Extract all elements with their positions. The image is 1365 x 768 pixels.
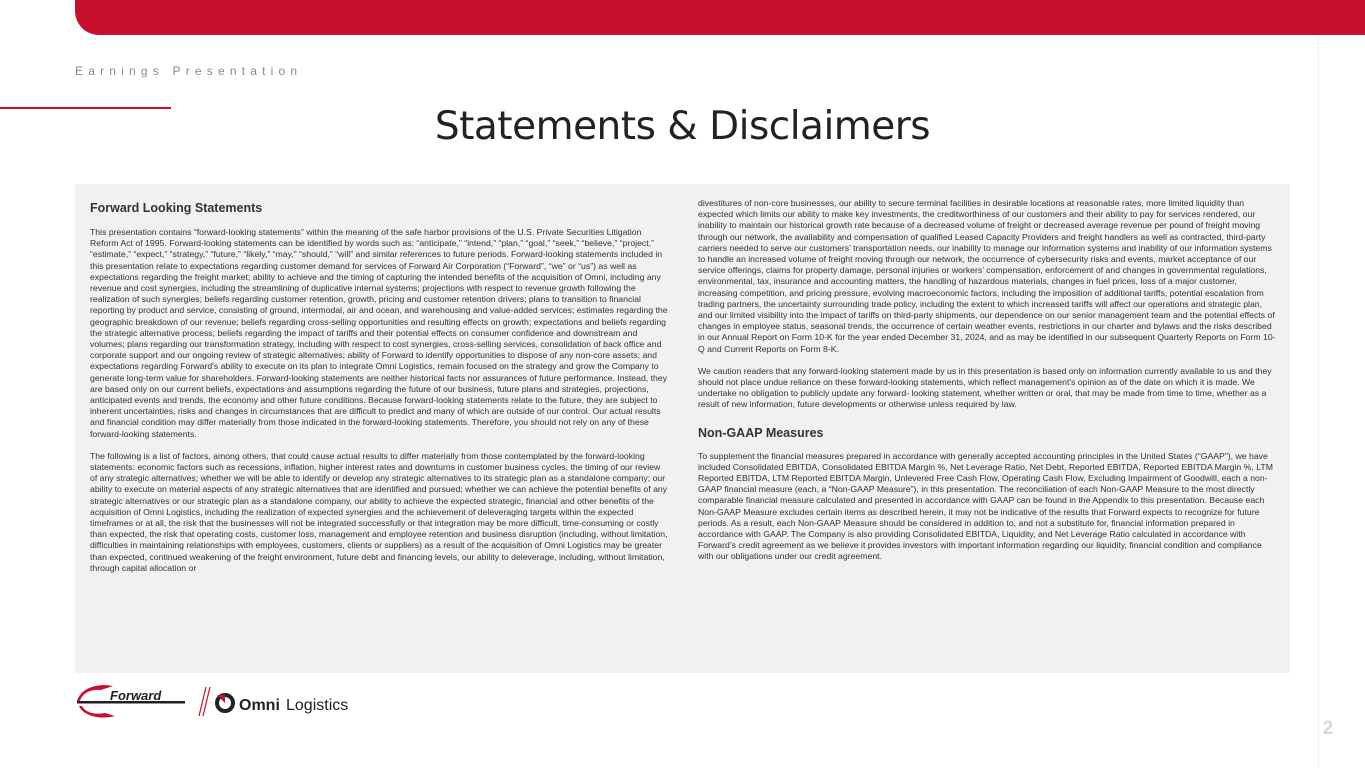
paragraph: The following is a list of factors, among others, that could cause actual results to differ materially from those contemplated by the forward-looking statements: economic factors such as recessions, inflation, higher interest rates and downturns in customer business cycles, the timing of our review of any strategic alternatives; whether we will be able to identify or develop any strategic alternatives to its strategic plan as a standalone company; our ability to execute on material aspects of any strategic alternatives that are identified and pursued; whether we can achieve the potential benefits of any strategic alternatives or our strategic plan as a standalone company, our ability to achieve the expected strategic, financial and other benefits of the acquisition of Omni Logistics, including the realization of expected synergies and the achievement of deleveraging targets within the expected timeframes or at all, the risk that the businesses will not be integrated successfully or that integration may be more difficult, time-consuming or costly than expected, the risk that operating costs, customer loss, management and employee retention and business disruption (including, without limitation, difficulties in maintaining relationships with employees, customers, clients or suppliers) as a result of the acquisition of Omni Logistics may be greater than expected, continued weakening of the freight environment, future debt and financing levels, our ability to deleverage, including, without limitation, through capital allocation or [90, 450, 668, 573]
page-title: Statements & Disclaimers [434, 104, 931, 149]
forward-logo-text: Forward [110, 688, 162, 703]
page-number: 2 [1322, 718, 1334, 739]
omni-logo-text: Omni [239, 697, 280, 714]
section-heading-forward-looking: Forward Looking Statements [90, 201, 263, 215]
paragraph: To supplement the financial measures prepared in accordance with generally accepted accounting principles in the United States (“GAAP”), we have included Consolidated EBITDA, Consolidated EBITDA Margin %, Net Leverage Ratio, Net Debt, Reported EBITDA, Reported EBITDA Margin %, LTM Reported EBITDA, LTM Reported EBITDA Margin, Unlevered Free Cash Flow, Operating Cash Flow, Excluding Impairment of Goodwill, each a non-GAAP financial measure (each, a “Non-GAAP Measure”), in this presentation. The reconciliation of each Non-GAAP Measure to the most directly comparable financial measure calculated and presented in accordance with GAAP can be found in the Appendix to this presentation. Because each Non-GAAP Measure excludes certain items as described herein, it may not be indicative of the results that Forward expects to recognize for future periods. As a result, each Non-GAAP Measure should be considered in addition to, and not a substitute for, financial information prepared in accordance with GAAP. The Company is also providing Consolidated EBITDA, Liquidity, and Net Leverage Ratio calculated in accordance with Forward’s credit agreement as we believe it provides investors with important information regarding our liquidity, financial condition and compliance with our obligations under our credit agreement. [698, 450, 1273, 562]
logistics-logo-text: Logistics [286, 697, 349, 714]
top-banner [75, 0, 1365, 35]
paragraph: We caution readers that any forward-looking statement made by us in this presentation is based only on information currently available to us and they should not place undue reliance on these forward-looking statements, which reflect management's opinion as of the date on which it is made. We undertake no obligation to publicly update any forward- looking statement, whether written or oral, that may be made from time to time, whether as a result of new information, future developments or otherwise unless required by law. [698, 365, 1272, 410]
right-column [698, 198, 1276, 574]
content-panel [75, 184, 1290, 673]
section-heading-non-gaap: Non-GAAP Measures [698, 425, 824, 440]
paragraph: This presentation contains “forward-looking statements” within the meaning of the safe harbor provisions of the U.S. Private Securities Litigation Reform Act of 1995. Forward-looking statements can be identified by words such as: “anticipate,” “intend,” “plan,” “goal,” “seek,” “believe,” “project,” “estimate,” “expect,” “strategy,” “future,” “likely,” “may,” “should,” “will” and similar references to future periods. Forward-looking statements included in this presentation relate to expectations regarding customer demand for services of Forward Air Corporation (“Forward”, “we” or “us”) as well as expectations regarding the freight market; ability to achieve and the timing of capturing the intended benefits of the acquisition of Omni, including any revenue and cost synergies, including the streamlining of duplicative internal systems; projections with respect to revenue growth following the realization of such synergies; beliefs regarding customer retention, growth, pricing and customer retention drivers; plans to transition to financial reporting by product and service, consisting of ground, intermodal, air and ocean, and warehousing and value-added services; estimates regarding the geographic breakdown of our revenue; beliefs regarding cross-selling opportunities and resulting effects on growth; expectations and beliefs regarding the strategic alternative process; beliefs regarding the impact of tariffs and their potential effects on consumer confidence and downstream and volumes; plans regarding our transformation strategy, including with respect to cost synergies, cross-selling services, consolidation of back office and corporate support and our ongoing review of strategic alternatives; ability of Forward to identify opportunities to dispose of any non-core assets; and expectations regarding Forward's ability to execute on its plan to integrate Omni Logistics, remain focused on the strategy and grow the Company to generate long-term value for shareholders. Forward-looking statements are neither historical facts nor assurances of future performance. Instead, they are based only on our current beliefs, expectations and assumptions regarding the future of our business, future plans and strategies, projections, anticipated events and trends, the economy and other future conditions. Because forward-looking statements relate to the future, they are subject to inherent uncertainties, risks and changes in circumstances that are difficult to predict and many of which are outside of our control. Our actual results and financial condition may differ materially from those indicated in the forward-looking statements. Therefore, you should not rely on any of these forward-looking statements. [90, 227, 668, 439]
paragraph: divestitures of non-core businesses, our ability to secure terminal facilities in desirable locations at reasonable rates, more limited liquidity than expected which limits our ability to make key investments, the creditworthiness of our customers and their ability to pay for services rendered, our inability to maintain our historical growth rate because of a decreased volume of freight or decreased average revenue per pound of freight moving through our network, the availability and compensation of qualified Leased Capacity Providers and freight handlers as well as contracted, third-party carriers needed to serve our customers’ transportation needs, our inability to manage our information systems and inability of our information systems to handle an increased volume of freight moving through our network, the occurrence of cybersecurity risks and events, market acceptance of our service offerings, claims for property damage, personal injuries or workers’ compensation, enforcement of and changes in governmental regulations, environmental, tax, insurance and accounting matters, the handling of hazardous materials, changes in fuel prices, loss of a major customer, increasing competition, and pricing pressure, evolving macroeconomic factors, including the imposition of additional tariffs, potential escalation from trading partners, the uncertainty surrounding trade policy, including the extent to which increased tariffs will affect our operations and strategic plan, and our limited visibility into the impact of tariffs on third-party shipments, our dependence on our senior management team and the potential effects of changes in employee status, seasonal trends, the occurrence of certain weather events, restrictions in our charter and bylaws and the risks described in our Annual Report on Form 10-K for the year ended December 31, 2024, and as may be identified in our subsequent Quarterly Reports on Form 10-Q and Current Reports on Form 8-K. [698, 198, 1276, 354]
left-column [90, 200, 668, 585]
forward-omni-logo [75, 684, 365, 720]
eyebrow-label: Earnings Presentation [75, 64, 303, 78]
footer-logos [75, 684, 365, 720]
